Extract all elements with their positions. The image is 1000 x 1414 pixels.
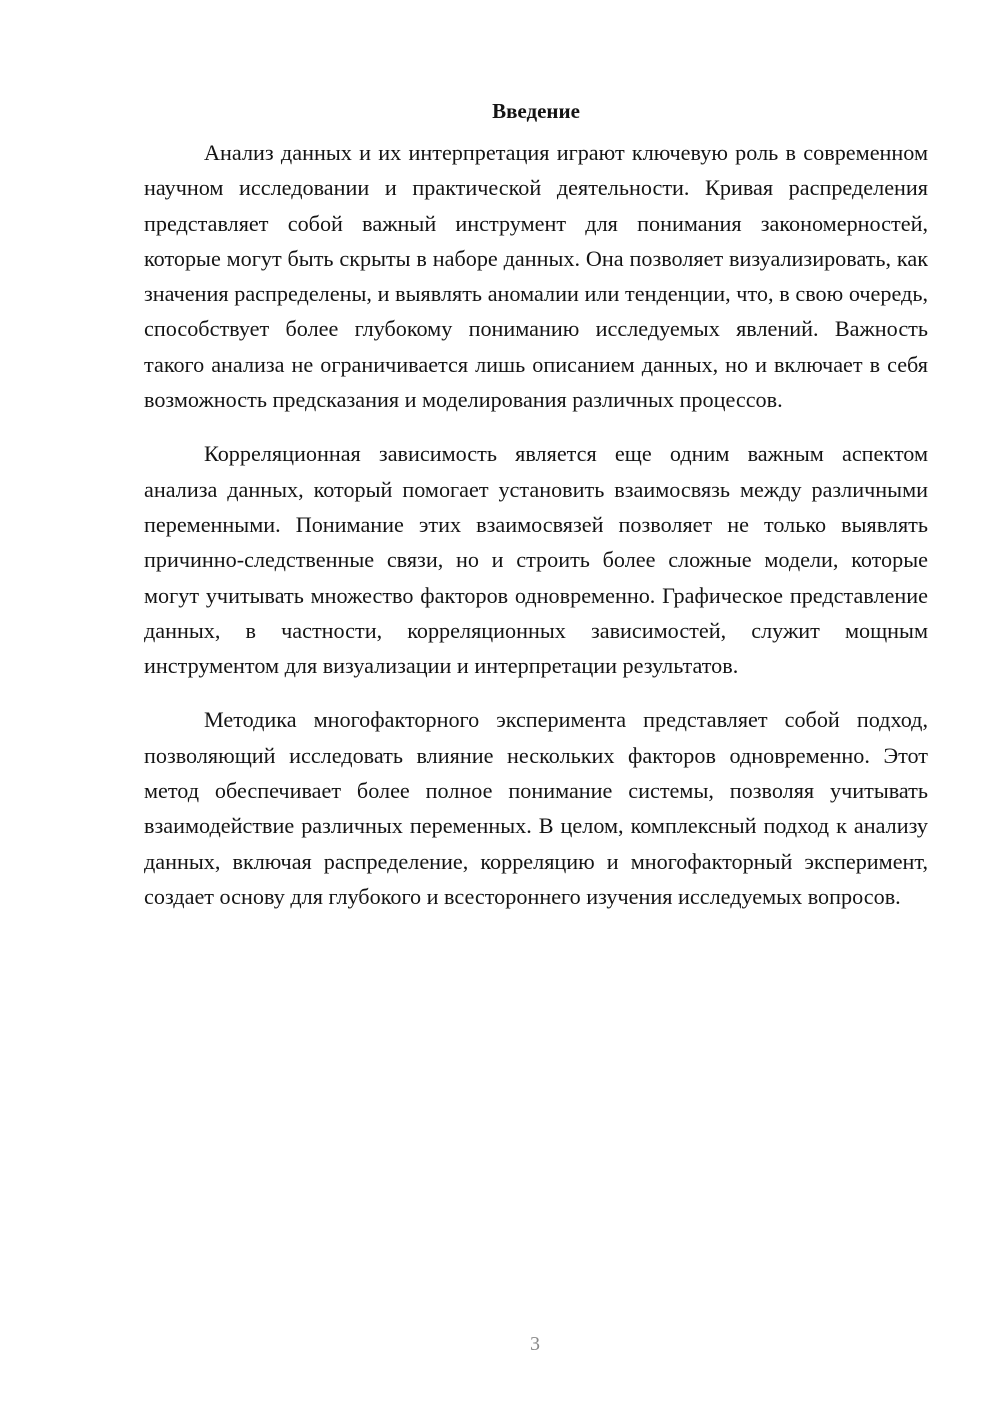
page-content bbox=[144, 93, 928, 933]
page-number: 3 bbox=[530, 1333, 540, 1355]
section-heading: Введение bbox=[492, 99, 580, 123]
paragraph-3: Методика многофакторного эксперимента представляет собой подход, позволяющий исследовать влияние нескольких факторов одновременно. Этот метод обеспечивает более полное понимание системы, позволяя учитывать взаимодействие различных переменных. В целом, комплексный подход к анализу данных, включая распределение, корреляцию и многофакторный эксперимент, создает основу для глубокого и всестороннего изучения исследуемых вопросов. bbox=[144, 707, 928, 909]
paragraph-1: Анализ данных и их интерпретация играют ключевую роль в современном научном исследовании и практической деятельности. Кривая распределения представляет собой важный инструмент для понимания закономерностей, которые могут быть скрыты в наборе данных. Она позволяет визуализировать, как значения распределены, и выявлять аномалии или тенденции, что, в свою очередь, способствует более глубокому пониманию исследуемых явлений. Важность такого анализа не ограничивается лишь описанием данных, но и включает в себя возможность предсказания и моделирования различных процессов. bbox=[144, 140, 928, 413]
paragraph-2: Корреляционная зависимость является еще одним важным аспектом анализа данных, который помогает установить взаимосвязь между различными переменными. Понимание этих взаимосвязей позволяет не только выявлять причинно-следственные связи, но и строить более сложные модели, которые могут учитывать множество факторов одновременно. Графическое представление данных, в частности, корреляционных зависимостей, служит мощным инструментом для визуализации и интерпретации результатов. bbox=[144, 441, 928, 679]
